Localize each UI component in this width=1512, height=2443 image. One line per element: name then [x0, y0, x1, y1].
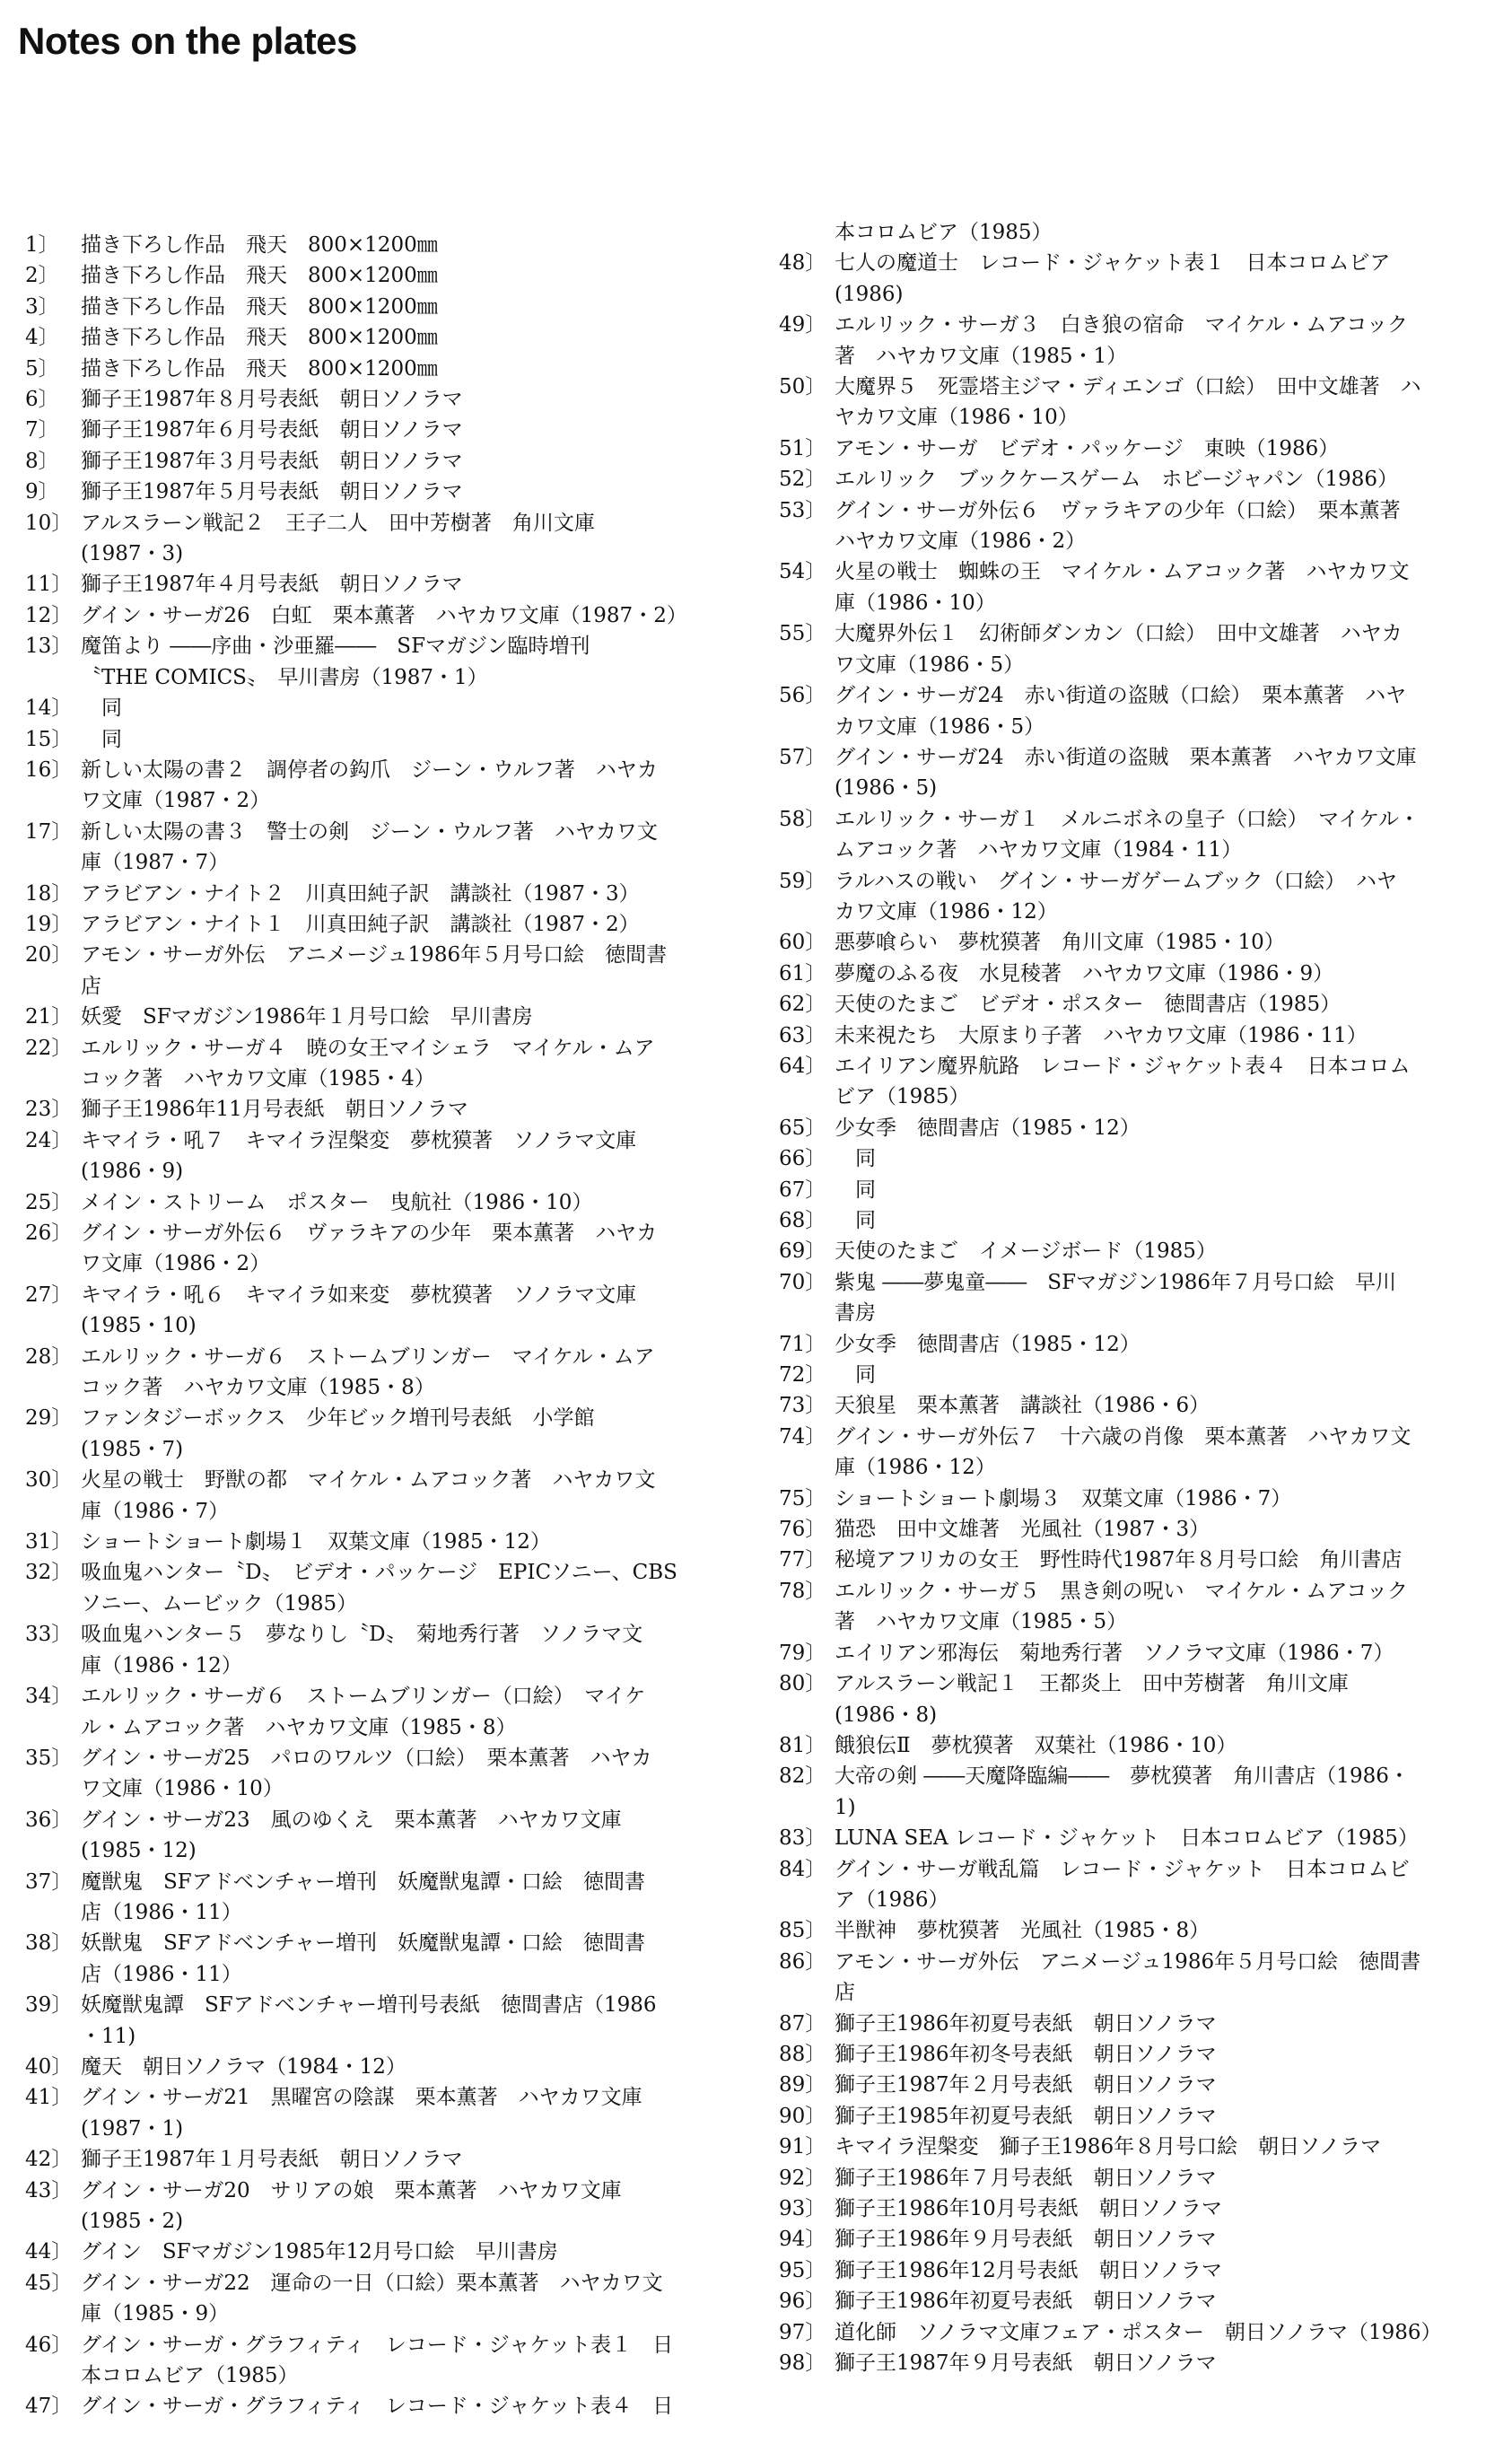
plate-number: 69〕 [779, 1239, 826, 1264]
plate-entry [779, 866, 1506, 928]
plate-entry [779, 310, 1506, 372]
plate-entry [779, 1668, 1506, 1730]
plate-description: 七人の魔道士 レコード・ジャケット表１ 日本コロムビア (1986) [835, 251, 1391, 306]
plate-number: 40〕 [25, 2054, 73, 2079]
plate-description: 餓狼伝Ⅱ 夢枕獏著 双葉社（1986・10） [835, 1733, 1237, 1757]
plate-entry [779, 464, 1506, 495]
plate-description: エルリック・サーガ６ ストームブリンガー マイケル・ムア コック著 ハヤカワ文庫（1985・8） [81, 1344, 655, 1400]
plate-description: 獅子王1987年１月号表紙 朝日ソノラマ [81, 2148, 463, 2172]
plate-description: 少女季 徳間書店（1985・12） [835, 1116, 1141, 1140]
plate-description: 吸血鬼ハンター５ 夢なりし〝D〟 菊地秀行著 ソノラマ文 庫（1986・12） [81, 1623, 643, 1677]
plate-entry [779, 2224, 1506, 2255]
plate-entry [779, 433, 1506, 464]
plate-entry [25, 1990, 754, 2052]
plate-number: 89〕 [779, 2073, 826, 2097]
plate-entry [25, 879, 754, 909]
plate-description: アラビアン・ナイト１ 川真田純子訳 講談社（1987・2） [81, 912, 640, 936]
plate-description: 獅子王1985年初夏号表紙 朝日ソノラマ [835, 2104, 1217, 2128]
plate-number: 77〕 [779, 1548, 826, 1572]
plate-description: 獅子王1986年初夏号表紙 朝日ソノラマ [835, 2290, 1217, 2314]
plate-number: 58〕 [779, 807, 826, 831]
plate-number: 85〕 [779, 1919, 826, 1943]
page-title: Notes on the plates [18, 20, 357, 62]
plate-description: グイン・サーガ24 赤い街道の盗賊（口絵） 栗本薫著 ハヤ カワ文庫（1986・5） [835, 684, 1407, 739]
plate-entry [25, 2052, 754, 2082]
plate-number: 9〕 [25, 480, 59, 504]
plate-entry [25, 322, 754, 353]
plate-description: ショートショート劇場１ 双葉文庫（1985・12） [81, 1530, 551, 1554]
plate-number: 3〕 [25, 294, 59, 319]
plate-notes-right-column [779, 217, 1506, 2378]
plate-number: 41〕 [25, 2086, 73, 2110]
plate-entry [25, 817, 754, 879]
plate-description: 獅子王1987年４月号表紙 朝日ソノラマ [81, 573, 463, 597]
plate-entry [779, 372, 1506, 433]
plate-entry [25, 2391, 754, 2421]
plate-description: 本コロムビア（1985） [835, 221, 1053, 244]
plate-number: 50〕 [779, 375, 826, 399]
plate-entry [779, 618, 1506, 680]
plate-entry [25, 1619, 754, 1681]
plate-description: 猫恐 田中文雄著 光風社（1987・3） [835, 1518, 1210, 1542]
plate-description: グイン・サーガ26 白虹 栗本薫著 ハヤカワ文庫（1987・2） [81, 603, 687, 627]
plate-number: 1〕 [25, 233, 59, 257]
plate-description: グイン・サーガ25 パロのワルツ（口絵） 栗本薫著 ハヤカ ワ文庫（1986・10） [81, 1746, 652, 1801]
plate-entry [25, 292, 754, 322]
plate-entry [25, 446, 754, 477]
plate-entry [25, 1187, 754, 1218]
plate-entry [25, 1094, 754, 1125]
plate-description: グイン・サーガ戦乱篇 レコード・ジャケット 日本コロムビ ア（1986） [835, 1857, 1410, 1912]
plate-number: 55〕 [779, 622, 826, 646]
plate-description: グイン・サーガ20 サリアの娘 栗本薫著 ハヤカワ文庫 (1985・2) [81, 2178, 622, 2233]
plate-number: 7〕 [25, 418, 59, 442]
plate-number: 90〕 [779, 2104, 826, 2128]
plate-entry [25, 230, 754, 260]
plate-number: 81〕 [779, 1733, 826, 1757]
plate-number: 76〕 [779, 1518, 826, 1542]
plate-entry [25, 909, 754, 940]
plate-description: 少女季 徳間書店（1985・12） [835, 1332, 1141, 1356]
plate-entry [779, 742, 1506, 804]
plate-entry [25, 1465, 754, 1527]
plate-number: 62〕 [779, 993, 826, 1017]
plate-description: 魔天 朝日ソノラマ（1984・12） [81, 2054, 406, 2079]
plate-number: 23〕 [25, 1098, 73, 1122]
plate-number: 88〕 [779, 2042, 826, 2066]
plate-entry [25, 1002, 754, 1032]
plate-description: 獅子王1986年７月号表紙 朝日ソノラマ [835, 2166, 1217, 2190]
plate-description: 獅子王1986年11月号表紙 朝日ソノラマ [81, 1098, 468, 1122]
plate-entry [779, 1576, 1506, 1638]
plate-number: 13〕 [25, 635, 73, 659]
plate-description: 新しい太陽の書２ 調停者の鈎爪 ジーン・ウルフ著 ハヤカ ワ文庫（1987・2） [81, 757, 658, 813]
plate-description: 魔獣鬼 SFアドベンチャー増刊 妖魔獣鬼譚・口絵 徳間書 店（1986・11） [81, 1869, 646, 1924]
plate-description: 描き下ろし作品 飛天 800×1200㎜ [81, 233, 438, 257]
plate-entry [779, 2070, 1506, 2100]
plate-number: 95〕 [779, 2258, 826, 2282]
plate-description: グイン・サーガ外伝６ ヴァラキアの少年 栗本薫著 ハヤカ ワ文庫（1986・2） [81, 1222, 658, 1276]
plate-entry [779, 1267, 1506, 1329]
plate-entry [25, 508, 754, 570]
plate-entry [25, 2082, 754, 2144]
plate-number: 38〕 [25, 1931, 73, 1956]
plate-number: 5〕 [25, 356, 59, 381]
plate-entry [25, 2144, 754, 2175]
plate-description: エイリアン邪海伝 菊地秀行著 ソノラマ文庫（1986・7） [835, 1641, 1394, 1665]
plate-entry [779, 1823, 1506, 1853]
plate-description: キマイラ・吼７ キマイラ涅槃変 夢枕獏著 ソノラマ文庫 (1986・9) [81, 1128, 637, 1184]
plate-description: グイン・サーガ22 運命の一日（口絵）栗本薫著 ハヤカワ文 庫（1985・9） [81, 2271, 663, 2326]
plate-description: メイン・ストリーム ポスター 曳航社（1986・10） [81, 1190, 593, 1214]
plate-number: 29〕 [25, 1406, 73, 1431]
plate-number: 86〕 [779, 1949, 826, 1974]
plate-number: 54〕 [779, 560, 826, 584]
plate-entry [779, 495, 1506, 557]
plate-number: 34〕 [25, 1685, 73, 1709]
plate-description: ファンタジーボックス 少年ビック増刊号表紙 小学館 (1985・7) [81, 1406, 595, 1461]
plate-entry [25, 1557, 754, 1619]
plate-entry [779, 1484, 1506, 1514]
plate-entry [25, 1033, 754, 1095]
plate-number: 66〕 [779, 1147, 826, 1171]
plate-description: 妖愛 SFマガジン1986年１月号口絵 早川書房 [81, 1005, 533, 1029]
plate-entry [25, 2237, 754, 2267]
plate-number: 32〕 [25, 1561, 73, 1585]
plate-description: アルスラーン戦記２ 王子二人 田中芳樹著 角川文庫 (1987・3) [81, 511, 595, 566]
plate-entry [779, 1761, 1506, 1823]
plate-entry [779, 1175, 1506, 1205]
plate-number: 48〕 [779, 251, 826, 276]
plate-number: 27〕 [25, 1283, 73, 1307]
plate-description: エルリック・サーガ１ メルニボネの皇子（口絵） マイケル・ ムアコック著 ハヤカワ文庫（1984・11） [835, 807, 1420, 862]
plate-entry [25, 260, 754, 291]
plate-description: エルリック・サーガ６ ストームブリンガー（口絵） マイケ ル・ムアコック著 ハヤカワ文庫（1985・8） [81, 1685, 646, 1739]
plate-number: 19〕 [25, 912, 73, 936]
plate-description: エルリック・サーガ３ 白き狼の宿命 マイケル・ムアコック 著 ハヤカワ文庫（1985・1） [835, 313, 1408, 368]
plate-number: 92〕 [779, 2166, 826, 2190]
plate-description: グイン・サーガ外伝６ ヴァラキアの少年（口絵） 栗本薫著 ハヤカワ文庫（1986・2） [835, 498, 1401, 554]
plate-description: アモン・サーガ ビデオ・パッケージ 東映（1986） [835, 436, 1340, 460]
plate-description: 同 [835, 1209, 876, 1232]
plate-description: 天使のたまご イメージボード（1985） [835, 1239, 1217, 1264]
plate-number: 24〕 [25, 1128, 73, 1152]
plate-entry [779, 1947, 1506, 2009]
plate-description: 同 [81, 727, 122, 751]
plate-description: 悪夢喰らい 夢枕獏著 角川文庫（1985・10） [835, 931, 1285, 955]
plate-entry [25, 600, 754, 631]
plate-entry [779, 2101, 1506, 2132]
plate-description: キマイラ・吼６ キマイラ如来変 夢枕獏著 ソノラマ文庫 (1985・10) [81, 1283, 637, 1338]
plate-entry [779, 927, 1506, 958]
plate-number: 93〕 [779, 2197, 826, 2220]
plate-number: 83〕 [779, 1826, 826, 1851]
plate-number: 37〕 [25, 1869, 73, 1894]
plate-number: 72〕 [779, 1363, 826, 1388]
plate-number: 43〕 [25, 2178, 73, 2202]
plate-number: 57〕 [779, 745, 826, 769]
plate-entry [779, 2009, 1506, 2039]
plate-entry [779, 2163, 1506, 2193]
plate-entry [25, 693, 754, 723]
plate-number: 97〕 [779, 2320, 826, 2344]
plate-description: 妖獣鬼 SFアドベンチャー増刊 妖魔獣鬼譚・口絵 徳間書 店（1986・11） [81, 1931, 646, 1986]
plate-number: 39〕 [25, 1993, 73, 2018]
plate-entry [779, 1854, 1506, 1916]
plate-notes-left-column [25, 230, 754, 2422]
plate-entry [25, 354, 754, 384]
plate-number: 73〕 [779, 1394, 826, 1418]
plate-number: 60〕 [779, 931, 826, 955]
plate-number: 67〕 [779, 1178, 826, 1202]
plate-number: 71〕 [779, 1332, 826, 1356]
plate-number: 22〕 [25, 1036, 73, 1060]
plate-number: 53〕 [779, 498, 826, 522]
plate-entry [25, 1125, 754, 1187]
plate-entry [25, 631, 754, 693]
plate-number: 91〕 [779, 2135, 826, 2159]
plate-description: 獅子王1986年初冬号表紙 朝日ソノラマ [835, 2042, 1217, 2066]
plate-description: エイリアン魔界航路 レコード・ジャケット表４ 日本コロム ビア（1985） [835, 1054, 1411, 1109]
plate-number: 26〕 [25, 1222, 73, 1245]
plate-entry [779, 217, 1506, 248]
plate-description: グイン SFマガジン1985年12月号口絵 早川書房 [81, 2240, 558, 2264]
plate-entry [779, 1236, 1506, 1266]
plate-description: エルリック・サーガ５ 黒き剣の呪い マイケル・ムアコック 著 ハヤカワ文庫（1985・5） [835, 1579, 1408, 1634]
plate-description: 魔笛より ――序曲・沙亜羅―― SFマガジン臨時増刊 〝THE COMICS〟 早川書房（1987・1） [81, 635, 590, 689]
plate-number: 80〕 [779, 1672, 826, 1696]
plate-description: グイン・サーガ24 赤い街道の盗賊 栗本薫著 ハヤカワ文庫 (1986・5) [835, 745, 1417, 801]
plate-entry [25, 2268, 754, 2330]
plate-description: 紫鬼 ――夢鬼童―― SFマガジン1986年７月号口絵 早川 書房 [835, 1270, 1396, 1326]
plate-entry [25, 384, 754, 415]
plate-description: アモン・サーガ外伝 アニメージュ1986年５月号口絵 徳間書 店 [81, 943, 668, 998]
plate-number: 42〕 [25, 2148, 73, 2172]
plate-description: 天狼星 栗本薫著 講談社（1986・6） [835, 1394, 1210, 1418]
plate-number: 20〕 [25, 943, 73, 968]
plate-entry [779, 1915, 1506, 1946]
plate-description: エルリック・サーガ４ 暁の女王マイシェラ マイケル・ムア コック著 ハヤカワ文庫（1985・4） [81, 1036, 655, 1090]
plate-entry [779, 804, 1506, 866]
plate-number: 65〕 [779, 1116, 826, 1140]
plate-number: 94〕 [779, 2228, 826, 2252]
plate-number: 36〕 [25, 1808, 73, 1832]
plate-number: 35〕 [25, 1746, 73, 1770]
plate-entry [25, 724, 754, 755]
plate-number: 2〕 [25, 264, 59, 288]
plate-entry [779, 1329, 1506, 1360]
plate-number: 59〕 [779, 869, 826, 893]
plate-entry [779, 2039, 1506, 2070]
plate-number: 79〕 [779, 1641, 826, 1665]
plate-number: 31〕 [25, 1530, 73, 1554]
plate-description: 大魔界５ 死霊塔主ジマ・ディエンゴ（口絵） 田中文雄著 ハ ヤカワ文庫（1986・10） [835, 375, 1421, 430]
plate-entry [779, 989, 1506, 1020]
plate-description: 道化師 ソノラマ文庫フェア・ポスター 朝日ソノラマ（1986） [835, 2320, 1442, 2344]
plate-entry [779, 1113, 1506, 1143]
plate-number: 64〕 [779, 1054, 826, 1078]
plate-description: 獅子王1986年９月号表紙 朝日ソノラマ [835, 2228, 1217, 2252]
plate-number: 4〕 [25, 326, 59, 350]
plate-entry [779, 556, 1506, 618]
plate-number: 14〕 [25, 696, 73, 721]
plate-number: 75〕 [779, 1486, 826, 1510]
plate-description: 秘境アフリカの女王 野性時代1987年８月号口絵 角川書店 [835, 1548, 1403, 1572]
plate-entry [779, 1422, 1506, 1484]
plate-description: 妖魔獣鬼譚 SFアドベンチャー増刊号表紙 徳間書店（1986 ・11) [81, 1993, 657, 2048]
plate-description: LUNA SEA レコード・ジャケット 日本コロムビア（1985） [835, 1826, 1419, 1851]
plate-number: 8〕 [25, 449, 59, 473]
plate-entry [779, 2348, 1506, 2378]
plate-entry [779, 1638, 1506, 1668]
plate-description: グイン・サーガ・グラフィティ レコード・ジャケット表４ 日 [81, 2395, 674, 2419]
plate-description: 新しい太陽の書３ 警士の剣 ジーン・ウルフ著 ハヤカワ文 庫（1987・7） [81, 819, 658, 875]
plate-number: 25〕 [25, 1190, 73, 1214]
plate-entry [25, 1681, 754, 1743]
plate-number: 84〕 [779, 1857, 826, 1881]
plate-number: 51〕 [779, 436, 826, 460]
plate-entry [779, 1514, 1506, 1545]
plate-description: 同 [835, 1363, 876, 1388]
plate-description: 大魔界外伝１ 幻術師ダンカン（口絵） 田中文雄著 ハヤカ ワ文庫（1986・5） [835, 622, 1403, 677]
plate-description: 獅子王1986年初夏号表紙 朝日ソノラマ [835, 2011, 1217, 2036]
plate-number: 87〕 [779, 2011, 826, 2036]
plate-entry [779, 248, 1506, 310]
plate-description: ショートショート劇場３ 双葉文庫（1986・7） [835, 1486, 1292, 1510]
plate-number: 6〕 [25, 388, 59, 412]
plate-number: 68〕 [779, 1209, 826, 1232]
plate-number: 63〕 [779, 1023, 826, 1047]
plate-description: 同 [835, 1147, 876, 1171]
plate-description: キマイラ涅槃変 獅子王1986年８月号口絵 朝日ソノラマ [835, 2135, 1382, 2159]
plate-entry [25, 2330, 754, 2392]
plate-entry [25, 1280, 754, 1342]
plate-description: 獅子王1987年２月号表紙 朝日ソノラマ [835, 2073, 1217, 2097]
plate-entry [25, 2176, 754, 2237]
plate-description: 獅子王1986年12月号表紙 朝日ソノラマ [835, 2258, 1222, 2282]
plate-description: エルリック ブックケースゲーム ホビージャパン（1986） [835, 468, 1399, 492]
plate-number: 10〕 [25, 511, 73, 535]
plate-number: 16〕 [25, 757, 73, 782]
plate-entry [25, 1867, 754, 1929]
plate-description: 獅子王1987年８月号表紙 朝日ソノラマ [81, 388, 463, 412]
plate-description: 火星の戦士 蜘蛛の王 マイケル・ムアコック著 ハヤカワ文 庫（1986・10） [835, 560, 1410, 615]
plate-number: 45〕 [25, 2271, 73, 2295]
plate-number: 46〕 [25, 2333, 73, 2357]
plate-description: 火星の戦士 野獣の都 マイケル・ムアコック著 ハヤカワ文 庫（1986・7） [81, 1468, 656, 1523]
plate-description: 天使のたまご ビデオ・ポスター 徳間書店（1985） [835, 993, 1342, 1017]
plate-number: 98〕 [779, 2351, 826, 2376]
plate-number: 30〕 [25, 1468, 73, 1493]
plate-number: 21〕 [25, 1005, 73, 1029]
plate-number: 28〕 [25, 1344, 73, 1369]
plate-description: 同 [81, 696, 122, 721]
plate-description: 獅子王1987年５月号表紙 朝日ソノラマ [81, 480, 463, 504]
plate-description: 獅子王1987年９月号表紙 朝日ソノラマ [835, 2351, 1217, 2376]
plate-description: グイン・サーガ・グラフィティ レコード・ジャケット表１ 日 本コロムビア（1985） [81, 2333, 674, 2388]
plate-description: アルスラーン戦記１ 王都炎上 田中芳樹著 角川文庫 (1986・8) [835, 1672, 1349, 1727]
plate-description: 未来視たち 大原まり子著 ハヤカワ文庫（1986・11） [835, 1023, 1368, 1047]
plate-entry [25, 1743, 754, 1805]
plate-entry [25, 569, 754, 600]
plate-entry [779, 1020, 1506, 1051]
plate-entry [779, 959, 1506, 989]
plate-number: 56〕 [779, 684, 826, 708]
plate-entry [779, 2132, 1506, 2162]
plate-description: グイン・サーガ外伝７ 十六歳の肖像 栗本薫著 ハヤカワ文 庫（1986・12） [835, 1424, 1411, 1480]
plate-description: 半獣神 夢枕獏著 光風社（1985・8） [835, 1919, 1210, 1943]
plate-entry [25, 1527, 754, 1557]
plate-description: アラビアン・ナイト２ 川真田純子訳 講談社（1987・3） [81, 881, 640, 906]
plate-number: 12〕 [25, 603, 73, 627]
plate-number: 78〕 [779, 1579, 826, 1603]
plate-description: 描き下ろし作品 飛天 800×1200㎜ [81, 356, 438, 381]
plate-number: 18〕 [25, 881, 73, 906]
plate-number: 74〕 [779, 1424, 826, 1449]
plate-number: 49〕 [779, 313, 826, 337]
plate-number: 33〕 [25, 1623, 73, 1647]
plate-number: 61〕 [779, 961, 826, 985]
plate-number: 47〕 [25, 2395, 73, 2419]
plate-entry [779, 1390, 1506, 1421]
plate-description: 描き下ろし作品 飛天 800×1200㎜ [81, 294, 438, 319]
plate-entry [779, 2193, 1506, 2224]
plate-description: 夢魔のふる夜 水見稜著 ハヤカワ文庫（1986・9） [835, 961, 1334, 985]
plate-description: 獅子王1987年３月号表紙 朝日ソノラマ [81, 449, 463, 473]
plate-entry [779, 1730, 1506, 1761]
plate-entry [25, 940, 754, 1002]
plate-entry [25, 1403, 754, 1465]
plate-description: ラルハスの戦い グイン・サーガゲームブック（口絵） ハヤ カワ文庫（1986・12） [835, 869, 1397, 924]
plate-entry [779, 2317, 1506, 2348]
plate-number: 82〕 [779, 1764, 826, 1789]
plate-description: 描き下ろし作品 飛天 800×1200㎜ [81, 326, 438, 350]
plate-entry [25, 415, 754, 445]
plate-description: 吸血鬼ハンター〝D〟 ビデオ・パッケージ EPICソニー、CBS ソニー、ムービック（1985） [81, 1561, 677, 1616]
plate-description: 同 [835, 1178, 876, 1202]
plate-entry [779, 2286, 1506, 2316]
plate-entry [779, 1205, 1506, 1236]
plate-entry [25, 1218, 754, 1280]
plate-description: 描き下ろし作品 飛天 800×1200㎜ [81, 264, 438, 288]
plate-description: アモン・サーガ外伝 アニメージュ1986年５月号口絵 徳間書 店 [835, 1949, 1421, 2005]
plate-number: 15〕 [25, 727, 73, 751]
plate-number: 96〕 [779, 2290, 826, 2314]
plate-entry [779, 1051, 1506, 1113]
plate-number: 44〕 [25, 2240, 73, 2264]
plate-entry [25, 1928, 754, 1990]
plate-description: グイン・サーガ21 黒曜宮の陰謀 栗本薫著 ハヤカワ文庫 (1987・1) [81, 2086, 642, 2141]
plate-number: 52〕 [779, 468, 826, 492]
plate-description: 獅子王1987年６月号表紙 朝日ソノラマ [81, 418, 463, 442]
plate-description: グイン・サーガ23 風のゆくえ 栗本薫著 ハヤカワ文庫 (1985・12) [81, 1808, 622, 1863]
plate-entry [25, 755, 754, 817]
plate-entry [779, 1143, 1506, 1174]
plate-entry [25, 477, 754, 507]
plate-number: 70〕 [779, 1270, 826, 1294]
plate-description: 大帝の剣 ――天魔降臨編―― 夢枕獏著 角川書店（1986・ 1) [835, 1764, 1410, 1819]
plate-entry [25, 1805, 754, 1867]
plate-number: 11〕 [25, 573, 73, 597]
plate-entry [779, 1360, 1506, 1390]
plate-entry [779, 2255, 1506, 2286]
plate-number: 17〕 [25, 819, 73, 844]
plate-entry [779, 680, 1506, 742]
plate-entry [25, 1342, 754, 1404]
plate-description: 獅子王1986年10月号表紙 朝日ソノラマ [835, 2197, 1222, 2220]
plate-entry [779, 1545, 1506, 1575]
